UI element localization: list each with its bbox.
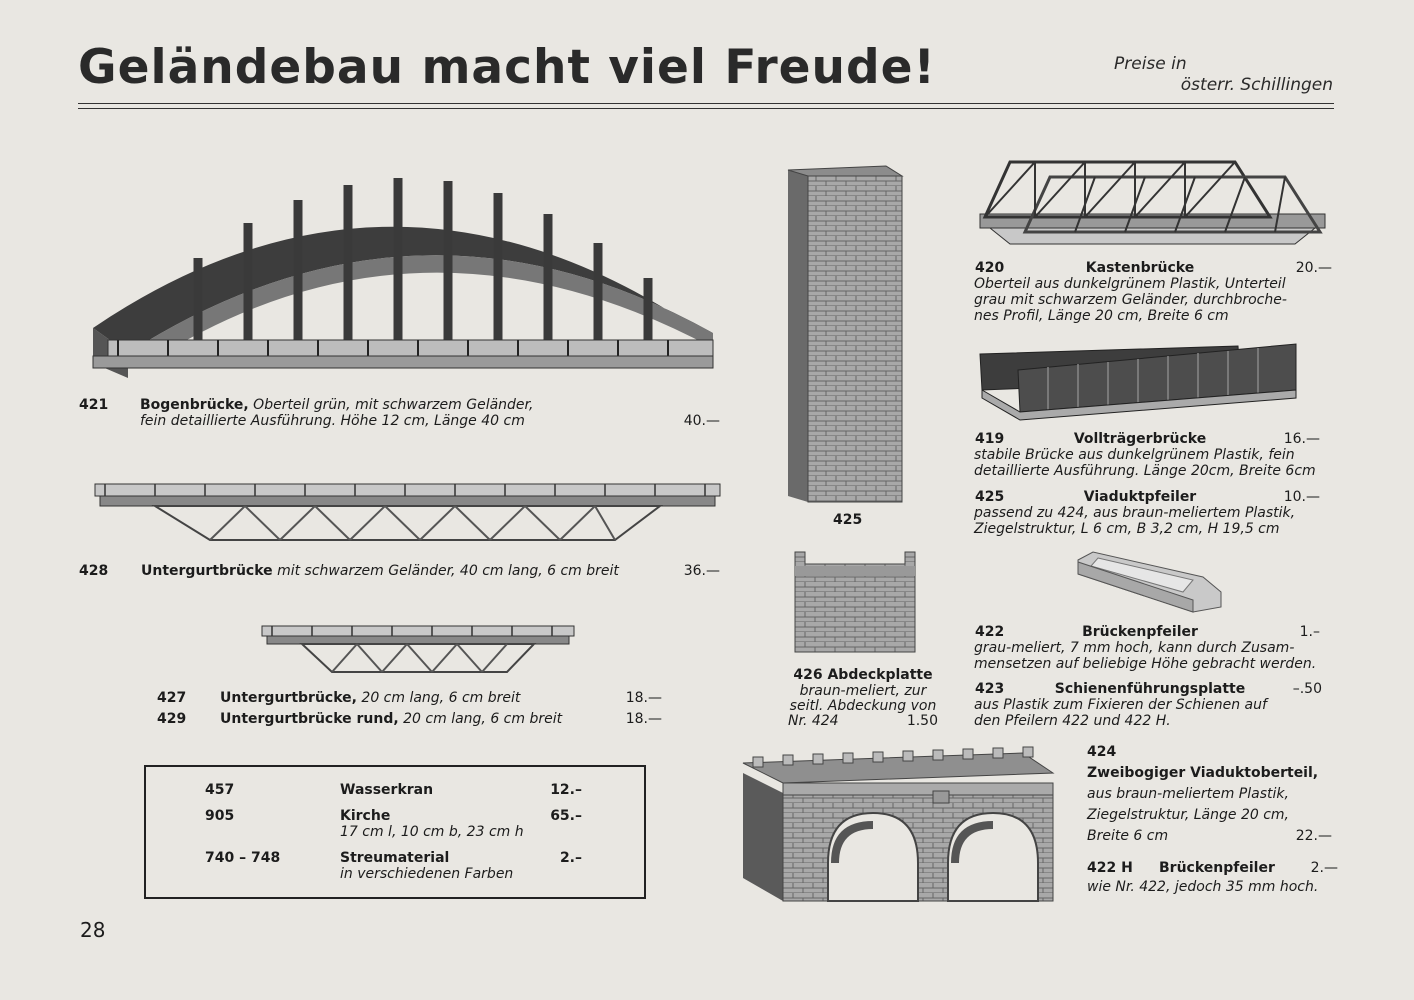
item-427-name: Untergurtbrücke,: [220, 690, 357, 706]
item-429-number: 429: [157, 711, 187, 727]
item-422h-price: 2.—: [1310, 860, 1338, 876]
price-note-line1: Preise in: [1114, 54, 1187, 74]
item-424-price: 22.—: [1295, 828, 1332, 844]
item-420-number: 420: [975, 260, 1005, 276]
item-423-desc1: aus Plastik zum Fixieren der Schienen auf: [974, 697, 1267, 713]
item-426-heading: 426 Abdeckplatte: [793, 667, 933, 683]
viaduct-pillar-image: [786, 166, 904, 506]
item-426-line2: seitl. Abdeckung von: [789, 698, 937, 714]
box-row2-name: Kirche: [340, 808, 391, 824]
item-421-desc1: Oberteil grün, mit schwarzem Geländer,: [253, 397, 534, 413]
item-425-number: 425: [975, 489, 1005, 505]
item-421-desc2: fein detaillierte Ausführung. Höhe 12 cm, Länge 40 cm: [140, 413, 525, 429]
item-422-desc2: mensetzen auf beliebige Höhe gebracht werden.: [974, 656, 1317, 672]
box-row1-price: 12.–: [550, 782, 582, 798]
box-row3-sub: in verschiedenen Farben: [340, 866, 514, 882]
item-420-name: Kastenbrücke: [1085, 260, 1195, 276]
box-row3-name: Streumaterial: [340, 850, 450, 866]
pillar-425-label: 425: [833, 512, 863, 528]
box-row1-number: 457: [205, 782, 235, 798]
item-420-desc2: grau mit schwarzem Geländer, durchbroche-: [974, 292, 1287, 308]
page-title: Geländebau macht viel Freude!: [78, 40, 936, 95]
item-424-desc1: aus braun-meliertem Plastik,: [1087, 786, 1289, 802]
item-427-number: 427: [157, 690, 187, 706]
item-421-price: 40.—: [683, 413, 720, 429]
box-row2-sub: 17 cm l, 10 cm b, 23 cm h: [340, 824, 524, 840]
box-bridge-420-image: [980, 152, 1325, 252]
item-420-desc1: Oberteil aus dunkelgrünem Plastik, Unterteil: [974, 276, 1286, 292]
item-427-price: 18.—: [625, 690, 662, 706]
item-429-name: Untergurtbrücke rund,: [220, 711, 399, 727]
header-rule-thin: [78, 108, 1334, 109]
item-428-desc: mit schwarzem Geländer, 40 cm lang, 6 cm breit: [277, 563, 619, 579]
item-424-desc3: Breite 6 cm: [1087, 828, 1169, 844]
box-row3-number: 740 – 748: [205, 850, 281, 866]
box-row1-name: Wasserkran: [340, 782, 434, 798]
box-row2-price: 65.–: [550, 808, 582, 824]
item-423-price: –.50: [1292, 681, 1322, 697]
page-number: 28: [80, 918, 106, 942]
item-419-desc2: detaillierte Ausführung. Länge 20cm, Breite 6cm: [974, 463, 1316, 479]
item-425-name: Viaduktpfeiler: [1083, 489, 1197, 505]
item-421-number: 421: [79, 397, 109, 413]
item-428-price: 36.—: [683, 563, 720, 579]
header-rule: [78, 103, 1334, 104]
truss-bridge-427-image: [262, 620, 574, 682]
item-422h-name: Brückenpfeiler: [1159, 860, 1275, 876]
item-422-price: 1.–: [1299, 624, 1320, 640]
item-419-number: 419: [975, 431, 1005, 447]
item-422-desc1: grau-meliert, 7 mm hoch, kann durch Zusam-: [974, 640, 1295, 656]
item-427-line: [220, 690, 520, 706]
price-note-line2: österr. Schillingen: [1180, 75, 1333, 95]
item-422-number: 422: [975, 624, 1005, 640]
item-426-price: 1.50: [906, 713, 938, 729]
item-423-desc2: den Pfeilern 422 und 422 H.: [974, 713, 1171, 729]
item-429-price: 18.—: [625, 711, 662, 727]
cover-plate-image: [795, 552, 915, 652]
item-421-line1: [140, 397, 533, 413]
truss-bridge-428-image: [95, 462, 720, 547]
bridge-pier-422-image: [1073, 552, 1223, 614]
box-row2-number: 905: [205, 808, 235, 824]
item-423-number: 423: [975, 681, 1005, 697]
item-423-name: Schienenführungsplatte: [1054, 681, 1246, 697]
item-419-price: 16.—: [1283, 431, 1320, 447]
item-428-name: Untergurtbrücke: [141, 563, 273, 579]
item-424-number: 424: [1087, 744, 1117, 760]
item-428-line: [141, 563, 651, 579]
item-422h-number: 422 H: [1087, 860, 1133, 876]
item-428-number: 428: [79, 563, 109, 579]
item-426-line3: Nr. 424: [788, 713, 839, 729]
item-425-desc2: Ziegelstruktur, L 6 cm, B 3,2 cm, H 19,5 cm: [974, 521, 1280, 537]
item-421-name: Bogenbrücke,: [140, 397, 249, 413]
item-419-name: Vollträgerbrücke: [1073, 431, 1207, 447]
item-424-desc2: Ziegelstruktur, Länge 20 cm,: [1087, 807, 1289, 823]
item-420-desc3: nes Profil, Länge 20 cm, Breite 6 cm: [974, 308, 1229, 324]
item-422-name: Brückenpfeiler: [1082, 624, 1198, 640]
item-422h-desc: wie Nr. 422, jedoch 35 mm hoch.: [1087, 879, 1319, 895]
item-424-name: Zweibogiger Viaduktoberteil,: [1087, 765, 1319, 781]
item-429-line: [220, 711, 562, 727]
viaduct-424-image: [743, 743, 1063, 901]
item-419-desc1: stabile Brücke aus dunkelgrünem Plastik, fein: [974, 447, 1295, 463]
item-420-price: 20.—: [1295, 260, 1332, 276]
box-row3-price: 2.–: [559, 850, 582, 866]
arch-bridge-image: [88, 148, 723, 388]
item-429-desc: 20 cm lang, 6 cm breit: [403, 711, 563, 727]
item-425-desc1: passend zu 424, aus braun-meliertem Plastik,: [974, 505, 1296, 521]
item-425-price: 10.—: [1283, 489, 1320, 505]
item-426-line1: braun-meliert, zur: [799, 683, 927, 699]
item-427-desc: 20 cm lang, 6 cm breit: [361, 690, 521, 706]
girder-bridge-419-image: [978, 340, 1300, 422]
price-note: [1080, 54, 1333, 96]
